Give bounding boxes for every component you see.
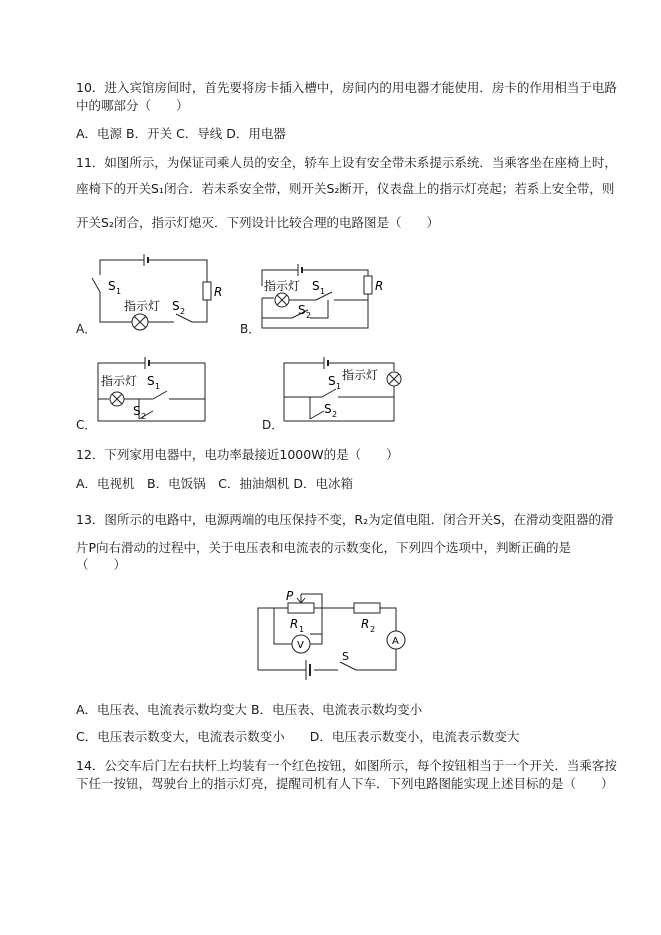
b-r-label: R bbox=[375, 279, 384, 293]
q11-line3: 开关S₂闭合，指示灯熄灭．下列设计比较合理的电路图是（ ） bbox=[76, 215, 439, 230]
q11-line1: 11．如图所示，为保证司乘人员的安全，轿车上设有安全带未系提示系统．当乘客坐在座椅上时， bbox=[76, 155, 617, 170]
q13-line1: 13．图所示的电路中，电源两端的电压保持不变，R₂为定值电阻．闭合开关S，在滑动变阻器的滑 bbox=[76, 512, 614, 527]
d-s2-label: S bbox=[324, 402, 332, 416]
b-s1-label: S bbox=[312, 279, 320, 293]
a-s1-label: S bbox=[108, 279, 116, 293]
d-s1-label: S bbox=[328, 374, 336, 388]
c-lamp-label: 指示灯 bbox=[101, 374, 138, 388]
a-r-label: R bbox=[214, 285, 223, 299]
q14-line2: 下任一按钮，驾驶台上的指示灯亮，提醒司机有人下车．下列电路图能实现上述目标的是（ ） bbox=[76, 776, 614, 791]
q13-options-cd: C．电压表示数变大，电流表示数变小 D．电压表示数变小，电流表示数变大 bbox=[76, 729, 520, 744]
q11-option-b-label: B． bbox=[240, 322, 261, 336]
q13-switch-label: S bbox=[342, 650, 349, 663]
b-lamp-label: 指示灯 bbox=[264, 279, 301, 293]
q11-option-a-label: A． bbox=[76, 322, 97, 336]
q13-line2: 片P向右滑动的过程中，关于电压表和电流表的示数变化，下列四个选项中，判断正确的是 bbox=[76, 540, 572, 555]
c-s2-subscript: 2 bbox=[141, 412, 147, 421]
q13-r1-label: R bbox=[290, 617, 299, 631]
q10-line2: 中的哪部分（ ） bbox=[76, 98, 189, 113]
circuit-diagram-d bbox=[280, 355, 405, 427]
c-s2-label: S bbox=[133, 404, 141, 418]
c-s1-subscript: 1 bbox=[155, 382, 161, 391]
q12-options: A．电视机 B．电饭锅 C．抽油烟机 D．电冰箱 bbox=[76, 476, 353, 491]
q11-line2: 座椅下的开关S₁闭合．若未系安全带，则开关S₂断开，仪表盘上的指示灯亮起；若系上安全带，则 bbox=[76, 181, 615, 196]
circuit-diagram-b bbox=[258, 262, 388, 334]
c-s1-label: S bbox=[147, 374, 155, 388]
q13-line3: （ ） bbox=[76, 557, 127, 572]
q13-r2-label: R bbox=[361, 617, 370, 631]
q14-line1: 14．公交车后门左右扶杆上均装有一个红色按钮，如图所示，每个按钮相当于一个开关．当乘客按 bbox=[76, 758, 617, 773]
q10-line1: 10．进入宾馆房间时，首先要将房卡插入槽中，房间内的用电器才能使用．房卡的作用相当于电路 bbox=[76, 80, 617, 95]
d-lamp-label: 指示灯 bbox=[342, 368, 379, 382]
q13-p-label: P bbox=[286, 589, 294, 603]
b-s2-label: S bbox=[298, 303, 306, 317]
b-s2-subscript: 2 bbox=[306, 311, 312, 320]
q13-options-ab: A．电压表、电流表示数均变大 B．电压表、电流表示数均变小 bbox=[76, 702, 423, 717]
q11-option-d-label: D． bbox=[262, 418, 284, 432]
q12-line1: 12．下列家用电器中，电功率最接近1000W的是（ ） bbox=[76, 447, 399, 462]
a-s1-subscript: 1 bbox=[116, 287, 122, 296]
q13-r2-subscript: 2 bbox=[370, 625, 376, 634]
q13-ammeter-label: A bbox=[392, 636, 399, 647]
b-s1-subscript: 1 bbox=[320, 287, 326, 296]
d-s1-subscript: 1 bbox=[336, 382, 342, 391]
a-lamp-label: 指示灯 bbox=[124, 299, 161, 313]
d-s2-subscript: 2 bbox=[332, 410, 338, 419]
circuit-diagram-c bbox=[95, 355, 215, 427]
q10-options: A．电源 B．开关 C．导线 D．用电器 bbox=[76, 126, 286, 141]
a-s2-label: S bbox=[172, 299, 180, 313]
q11-option-c-label: C． bbox=[76, 418, 97, 432]
circuit-diagram-q13 bbox=[250, 586, 415, 678]
q13-voltmeter-label: V bbox=[297, 640, 304, 651]
a-s2-subscript: 2 bbox=[180, 307, 186, 316]
q13-r1-subscript: 1 bbox=[299, 625, 305, 634]
circuit-diagram-a bbox=[90, 250, 223, 330]
